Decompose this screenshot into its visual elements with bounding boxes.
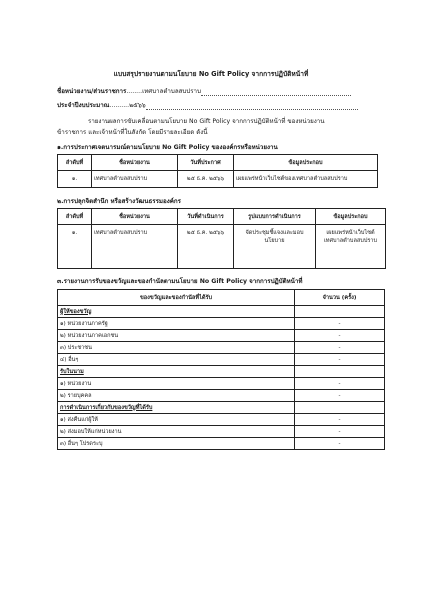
table-row: ๒) รายบุคคล - bbox=[58, 390, 385, 402]
fiscal-year-value: ..........๒๕๖๖ bbox=[109, 102, 146, 109]
section-3-table: ของขวัญและของกำนัลที่ได้รับ จำนวน (ครั้ง) ผู้ให้ของขวัญ ๑) หน่วยงานภาครัฐ - ๒) หน่วยงานภาคเอกชน - ๓) ประชาชน - ๔) อื่นๆ - รับในนาม ๑) หน่วยงาน - ๒) รายบุคคล - การดำเนินการเกี่ยวกับของขวัญที่ได้รับ ๑) ส่งคืนแก่ผู้ให้ - ๒) ส่งมอบให้แก่หน่วยงาน - ๓) อื่นๆ โปรดระบุ - bbox=[57, 289, 385, 450]
table-row: ๒) ส่งมอบให้แก่หน่วยงาน - bbox=[58, 426, 385, 438]
table-row: ๑. เทศบาลตำบลสบปราบ ๒๕ ธ.ค. ๒๕๖๖ เผยแพร่หน้าเว็บไซต์ของเทศบาลตำบลสบปราบ bbox=[58, 171, 378, 188]
col-header-no: ลำดับที่ bbox=[58, 155, 92, 171]
table-row: ๓) ประชาชน - bbox=[58, 342, 385, 354]
table-row: ๔) อื่นๆ - bbox=[58, 354, 385, 366]
table-row: ๑. เทศบาลตำบลสบปราบ ๒๕ ธ.ค. ๒๕๖๖ จัดประชุมชี้แจงและมอบนโยบาย เผยแพร่หน้าเว็บไซต์เทศบาลตำบลสบปราบ bbox=[58, 225, 386, 269]
section-1-table bbox=[57, 154, 378, 188]
table-row: ๓) อื่นๆ โปรดระบุ - bbox=[58, 438, 385, 450]
section-2-heading: ๒.การปลุกจิตสำนึก หรือสร้างวัฒนธรรมองค์กร bbox=[57, 198, 181, 205]
col-header-date: วันที่ประกาศ bbox=[178, 155, 234, 171]
section-2-table: ลำดับที่ ชื่อหน่วยงาน วันที่ดำเนินการ รูปแบบการดำเนินการ ข้อมูลประกอบ ๑. เทศบาลตำบลสบปราบ ๒๕ ธ.ค. ๒๕๖๖ จัดประชุมชี้แจงและมอบนโยบาย เผยแพร่หน้าเว็บไซต์เทศบาลตำบลสบปราบ bbox=[57, 208, 386, 269]
table-row: ๑) หน่วยงานภาครัฐ - bbox=[58, 318, 385, 330]
table-row: ๒) หน่วยงานภาคเอกชน - bbox=[58, 330, 385, 342]
report-title: แบบสรุปรายงานตามนโยบาย No Gift Policy จากการปฏิบัติหน้าที่ bbox=[113, 70, 309, 78]
section-1-heading: ๑.การประกาศเจตนารมณ์ตามนโยบาย No Gift Policy ขององค์กรหรือหน่วยงาน bbox=[57, 144, 278, 151]
agency-value: ........เทศบาลตำบลสบปราบ bbox=[126, 88, 201, 95]
col-header-agency: ชื่อหน่วยงาน bbox=[92, 155, 178, 171]
section-3-heading: ๓.รายงานการรับของขวัญและของกำนัลตามนโยบาย No Gift Policy จากการปฏิบัติหน้าที่ bbox=[57, 278, 303, 285]
intro-line-1: รายงานผลการขับเคลื่อนตามนโยบาย No Gift Policy จากการปฏิบัติหน้าที่ ของหน่วยงาน bbox=[88, 118, 325, 125]
table-row: ๑) ส่งคืนแก่ผู้ให้ - bbox=[58, 414, 385, 426]
table-row: ๑) หน่วยงาน - bbox=[58, 378, 385, 390]
intro-line-2: ข้าราชการ และเจ้าหน้าที่ในสังกัด โดยมีรายละเอียด ดังนี้ bbox=[57, 129, 208, 136]
col-header-info: ข้อมูลประกอบ bbox=[234, 155, 378, 171]
fiscal-year-label: ประจำปีงบประมาณ bbox=[57, 102, 110, 109]
agency-line bbox=[57, 86, 351, 96]
agency-label: ชื่อหน่วยงาน/ส่วนราชการ bbox=[57, 88, 127, 95]
fiscal-year-line bbox=[57, 100, 358, 110]
